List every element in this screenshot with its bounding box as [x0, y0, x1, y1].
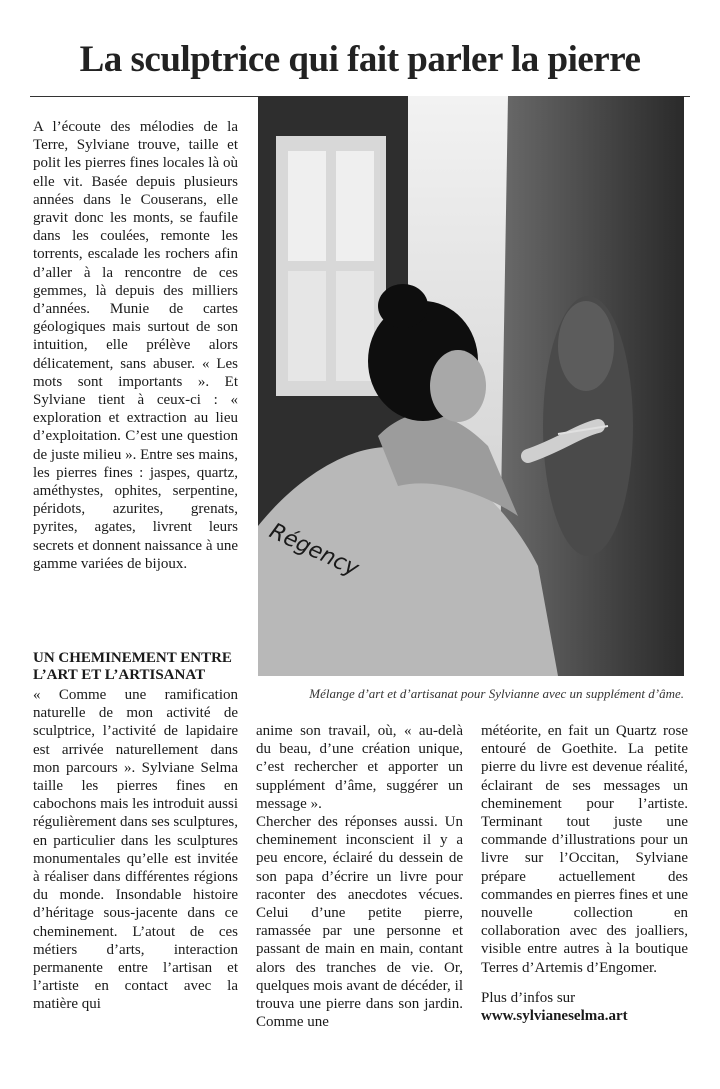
- sculptor-photo-illustration: [258, 96, 684, 676]
- section-paragraph-2a: anime son travail, où, « au-delà du beau, d’une création unique, c’est rechercher et apporter un supplément d’âme, suggérer un message ».: [256, 723, 463, 812]
- website-link[interactable]: www.sylvianeselma.art: [481, 1008, 628, 1025]
- jacket-text: Régency: [265, 518, 363, 582]
- section-paragraph-3: météorite, en fait un Quartz rose entouré de Goethite. La petite pierre du livre est devenue réalité, éclairant de ses messages un cheminement pour l’artiste. Terminant tout juste une commande d’illustrations pour un livre sur l’Occitan, Sylviane prépare actuellement des commandes en pierres fines et une nouvelle collection en collaboration avec des joalliers, visible entre autres à la boutique Terres d’Artemis d’Engomer.: [481, 723, 689, 976]
- section-subheading: UN CHEMINEMENT ENTRE L’ART ET L’ARTISANAT: [33, 650, 232, 683]
- more-info-label: Plus d’infos sur: [481, 989, 576, 1006]
- article-photo: [258, 96, 684, 676]
- article-headline: La sculptrice qui fait parler la pierre: [79, 39, 641, 80]
- section-paragraph-2b: Chercher des réponses aussi. Un cheminement inconscient il y a peu encore, éclairé du dessein de son papa d’écrire un livre pour raconter des anecdotes vécues. Celui d’une petite pierre, ramassée par une personne et passant de main en main, contant alors des tranches de vie. Or, quelques mois avant de décéder, il trouva une pierre dans son jardin. Comme une: [256, 814, 463, 1031]
- section-column-2: [256, 722, 463, 1031]
- intro-column: [33, 118, 238, 573]
- section-paragraph-1: « Comme une ramification naturelle de mon activité de sculptrice, l’activité de lapidaire est arrivée naturellement dans mon parcours ». Sylviane Selma taille les pierres fines en cabochons mais les introduit aussi régulièrement dans ses sculptures, en particulier dans les sculptures monumentales qu’elle est invitée à réaliser dans différentes régions du monde. Insondable histoire d’héritage sous-jacente dans ce cheminement. L’atout de ces métiers d’arts, interaction permanente entre l’artisan et l’artiste en contact avec la matière qui: [33, 687, 238, 1013]
- section-column-1: [33, 650, 238, 1014]
- more-info-block: [481, 989, 688, 1025]
- photo-caption: Mélange d’art et d’artisanat pour Sylvianne avec un supplément d’âme.: [309, 686, 684, 701]
- intro-paragraph: A l’écoute des mélodies de la Terre, Sylviane trouve, taille et polit les pierres fines locales là où elle vit. Basée depuis plusieurs années dans le Couserans, elle gravit donc les monts, se faufile dans les coulées, remonte les torrents, escalade les rochers afin d’aller à la rencontre de ces gemmes, là depuis des milliers d’années. Munie de cartes géologiques mais surtout de son intuition, elle prélève alors délicatement, sans abuser. « Les mots sont importants ». Et Sylviane tient à ceux-ci : « exploration et extraction au lieu d’exploitation. C’est une question de juste milieu ». Entre ses mains, les pierres fines : jaspes, quartz, améthystes, ophites, serpentine, péridots, azurites, grenats, pyrites, agates, livrent leurs secrets et donnent naissance à une gamme variées de bijoux.: [33, 119, 238, 572]
- section-column-3: [481, 722, 688, 1025]
